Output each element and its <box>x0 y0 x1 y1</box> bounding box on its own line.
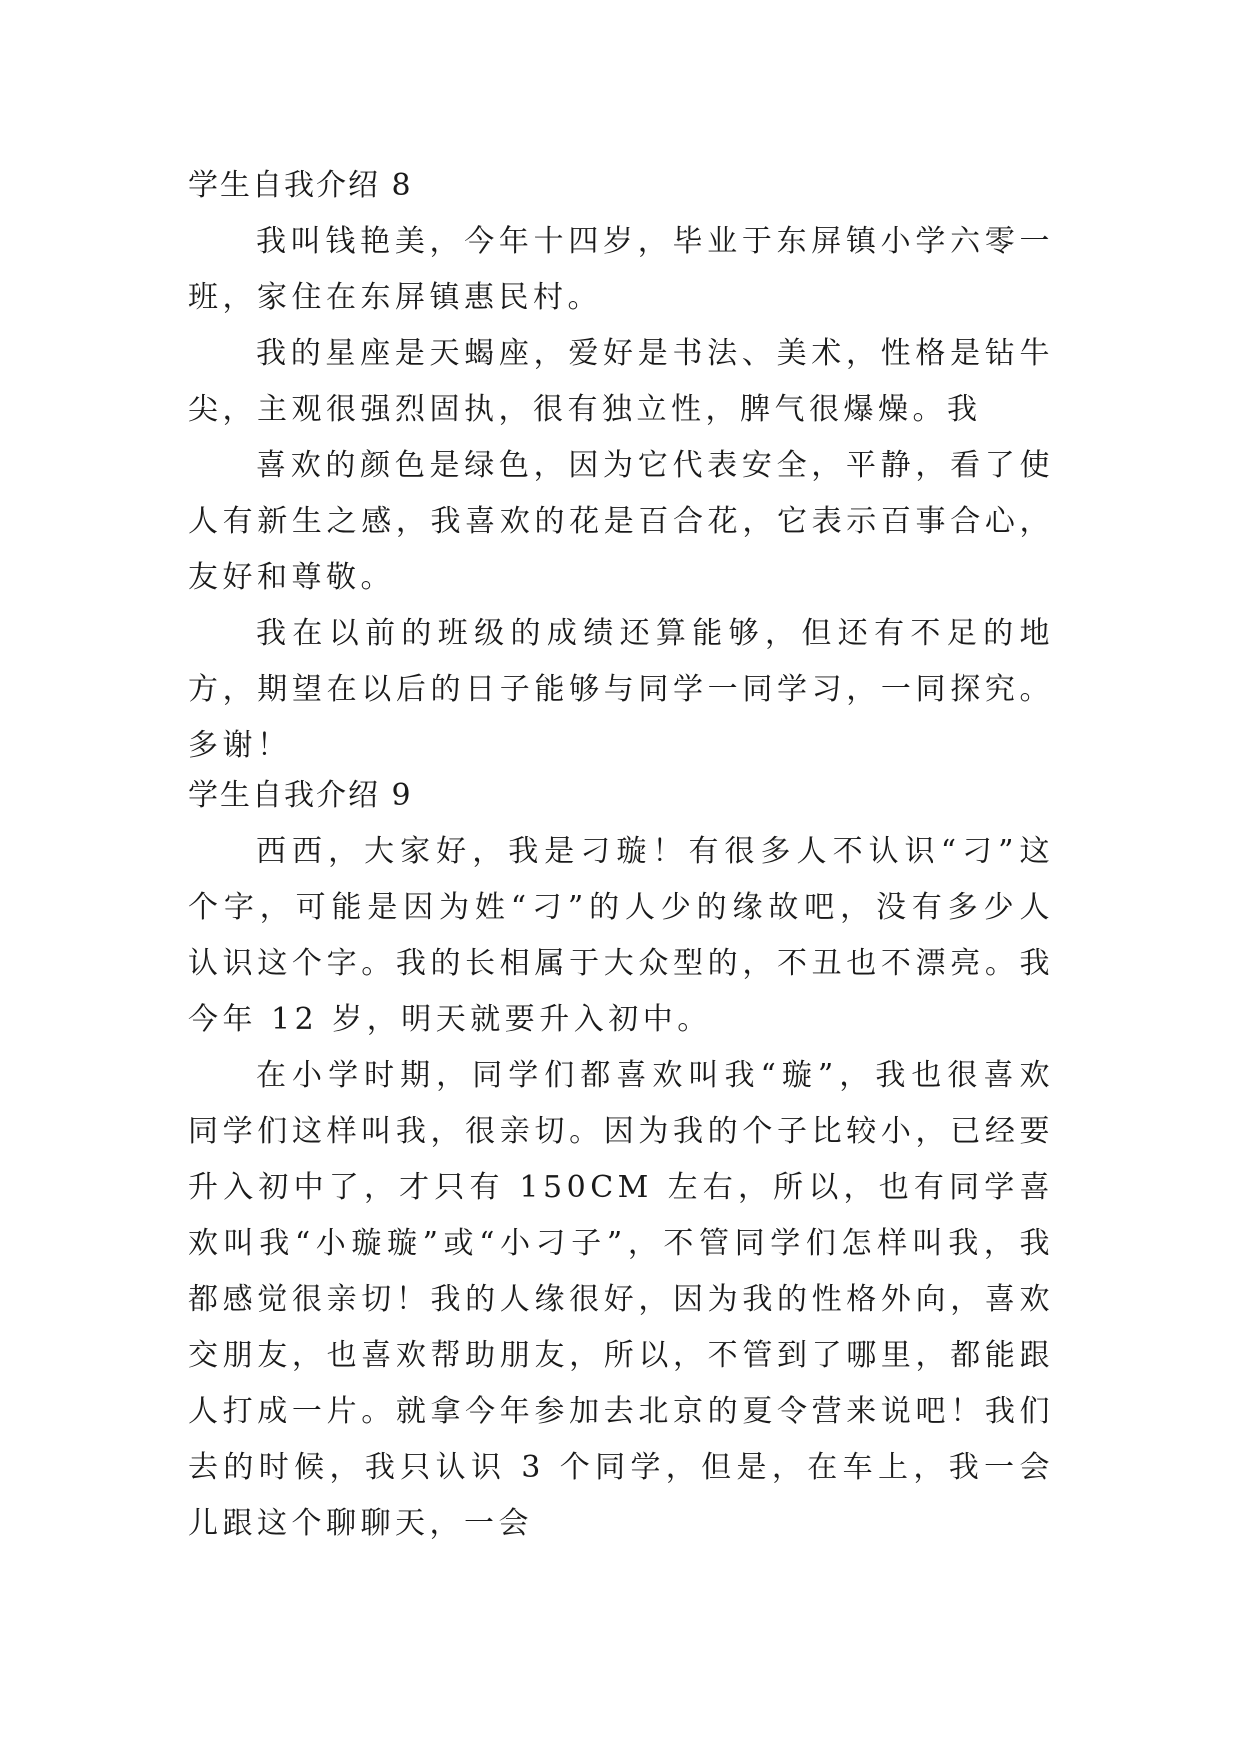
paragraph: 我在以前的班级的成绩还算能够，但还有不足的地方，期望在以后的日子能够与同学一同学习，一同探究。多谢！ <box>188 616 1054 763</box>
section-title-9: 学生自我介绍 9 <box>188 778 413 813</box>
section-body-8 <box>188 214 1054 774</box>
paragraph: 在小学时期，同学们都喜欢叫我“璇”，我也很喜欢同学们这样叫我，很亲切。因为我的个子比较小，已经要升入初中了，才只有 150CM 左右，所以，也有同学喜欢叫我“小璇璇”或“小刁子”，不管同学们怎样叫我，我都感觉很亲切！我的人缘很好，因为我的性格外向，喜欢交朋友，也喜欢帮助朋友，所以，不管到了哪里，都能跟人打成一片。就拿今年参加去北京的夏令营来说吧！我们去的时候，我只认识 3 个同学，但是，在车上，我一会儿跟这个聊聊天，一会 <box>188 1058 1054 1541</box>
section-body-9 <box>188 824 1054 1552</box>
paragraph: 我叫钱艳美，今年十四岁，毕业于东屏镇小学六零一班，家住在东屏镇惠民村。 <box>188 224 1054 315</box>
paragraph: 我的星座是天蝎座，爱好是书法、美术，性格是钻牛尖，主观很强烈固执，很有独立性，脾气很爆燥。我 <box>188 336 1054 427</box>
section-title-8: 学生自我介绍 8 <box>188 168 413 203</box>
paragraph: 喜欢的颜色是绿色，因为它代表安全，平静，看了使人有新生之感，我喜欢的花是百合花，它表示百事合心，友好和尊敬。 <box>188 448 1054 595</box>
paragraph: 西西，大家好，我是刁璇！有很多人不认识“刁”这个字，可能是因为姓“刁”的人少的缘故吧，没有多少人认识这个字。我的长相属于大众型的，不丑也不漂亮。我今年 12 岁，明天就要升入初中。 <box>188 834 1054 1037</box>
